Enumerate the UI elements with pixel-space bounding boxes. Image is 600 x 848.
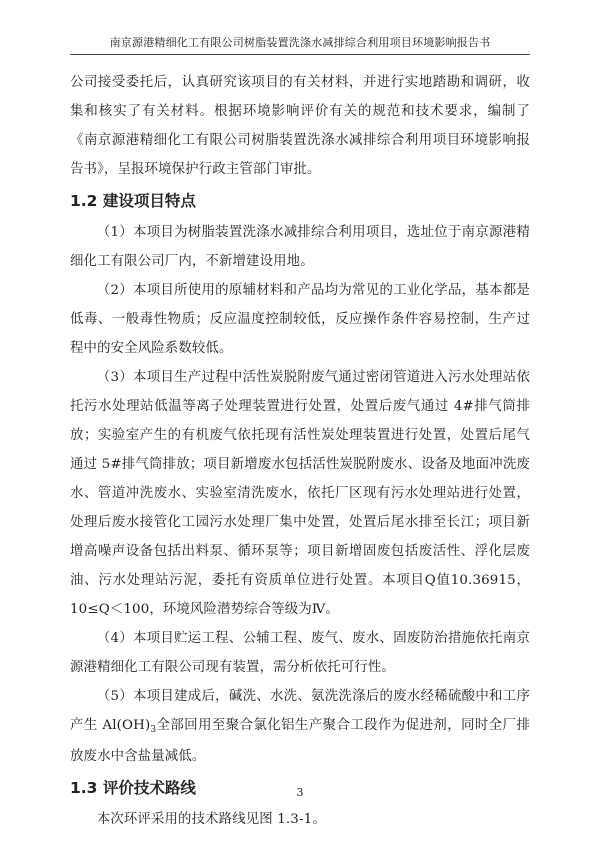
paragraph-1-2-item-5-part-b: 全部回用至聚合氯化铝生产聚合工段作为促进剂，同时全厂排放废水中含盐量减低。 (70, 718, 530, 764)
page-body (70, 68, 530, 834)
paragraph-1-2-item-4: （4）本项目贮运工程、公辅工程、废气、废水、固废防治措施依托南京源港精细化工有限公司现有装置，需分析依托可行性。 (70, 631, 530, 675)
paragraph-1-2-item-5 (70, 682, 530, 771)
intro-paragraph: 公司接受委托后，认真研究该项目的有关材料，并进行实地踏勘和调研，收集和核实了有关材料。根据环境影响评价有关的规范和技术要求，编制了《南京源港精细化工有限公司树脂装置洗涤水减排综合利用项目环境影响报告书》，呈报环境保护行政主管部门审批。 (70, 75, 530, 177)
section-heading-1-2: 1.2 建设项目特点 (70, 192, 196, 210)
paragraph-1-2-item-5-part-a: （5）本项目建成后，碱洗、水洗、氨洗洗涤后的废水经稀硫酸中和工序产生 Al(OH) (70, 689, 530, 733)
page-number: 3 (296, 786, 304, 799)
paragraph-1-2-item-2: （2）本项目所使用的原辅材料和产品均为常见的工业化学品，基本都是低毒、一般毒性物质；反应温度控制较低，反应操作条件容易控制，生产过程中的安全风险系数较低。 (70, 283, 530, 356)
paragraph-1-2-item-3: （3）本项目生产过程中活性炭脱附废气通过密闭管道进入污水处理站依托污水处理站低温等离子处理装置进行处置，处置后废气通过 4#排气筒排放；实验室产生的有机废气依托现有活性炭处理装置进行处置，处置后尾气通过 5#排气筒排放；项目新增废水包括活性炭脱附废水、设备及地面冲洗废水、管道冲洗废水、实验室清洗废水，依托厂区现有污水处理站进行处置，处理后废水接管化工园污水处理厂集中处置，处置后尾水排至长江；项目新增高噪声设备包括出料泵、循环泵等；项目新增固废包括废活性、浮化层废油、污水处理站污泥，委托有资质单位进行处置。本项目Q值10.36915，10≤Q＜100，环境风险潜势综合等级为Ⅳ。 (70, 370, 530, 617)
subscript-3: 3 (150, 725, 157, 735)
paragraph-1-3: 本次环评采用的技术路线见图 1.3-1。 (96, 812, 326, 827)
section-heading-1-3: 1.3 评价技术路线 (70, 779, 196, 797)
running-header: 南京源港精细化工有限公司树脂装置洗涤水减排综合利用项目环境影响报告书 (70, 34, 530, 55)
paragraph-1-2-item-1: （1）本项目为树脂装置洗涤水减排综合利用项目，选址位于南京源港精细化工有限公司厂内，不新增建设用地。 (70, 225, 530, 269)
